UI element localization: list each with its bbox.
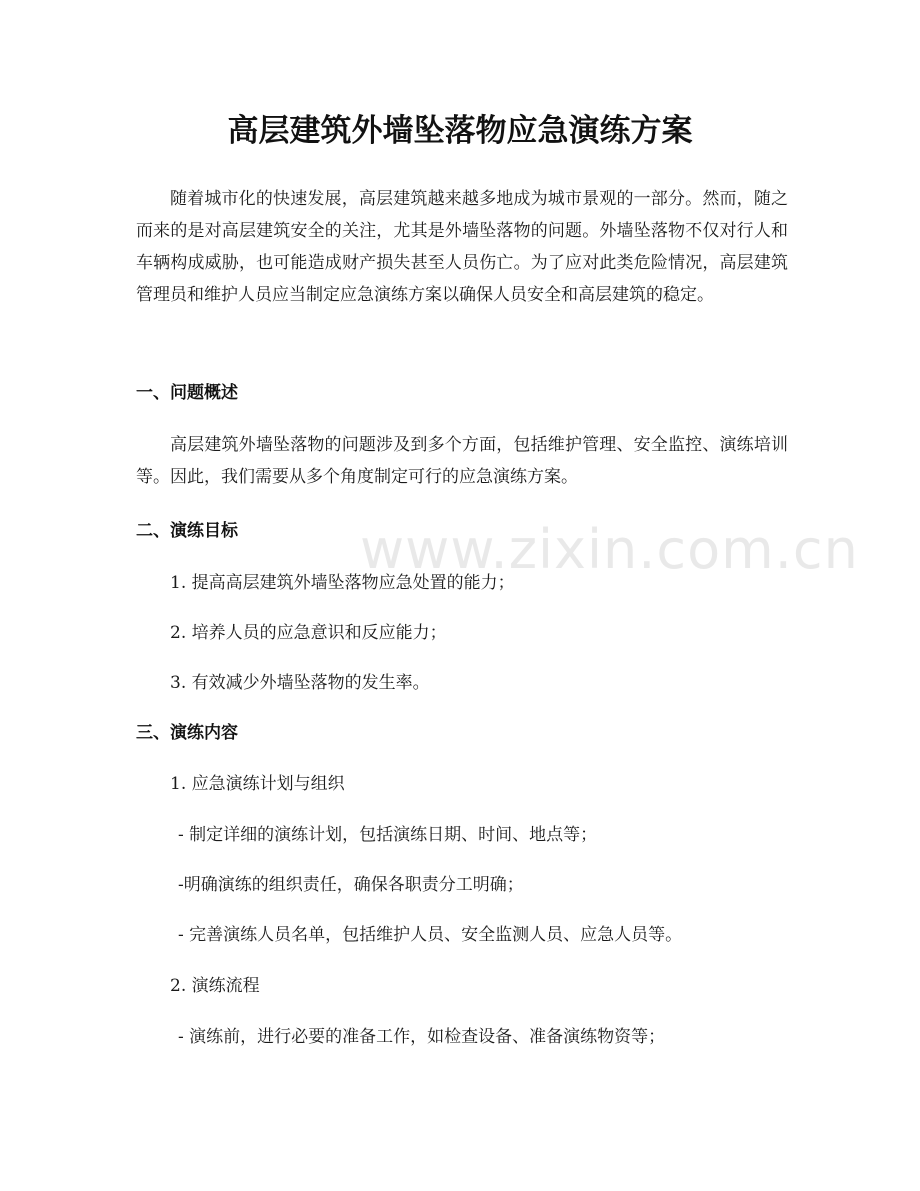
section-heading-goals: 二、演练目标 [136,521,238,541]
content-sub-item: - 完善演练人员名单，包括维护人员、安全监测人员、应急人员等。 [178,925,683,945]
section-heading-content: 三、演练内容 [136,723,238,743]
overview-paragraph: 高层建筑外墙坠落物的问题涉及到多个方面，包括维护管理、安全监控、演练培训等。因此，我们需要从多个角度制定可行的应急演练方案。 [136,435,788,487]
content-sub-item: - 演练前，进行必要的准备工作，如检查设备、准备演练物资等； [178,1027,666,1047]
content-group-label: 1. 应急演练计划与组织 [170,774,345,794]
content-group-label: 2. 演练流程 [170,976,260,996]
goal-item: 3. 有效减少外墙坠落物的发生率。 [170,673,430,693]
section-heading-overview: 一、问题概述 [136,383,238,403]
goal-item: 1. 提高高层建筑外墙坠落物应急处置的能力； [170,573,515,593]
watermark: www.zixin.com.cn [360,518,859,581]
intro-paragraph: 随着城市化的快速发展，高层建筑越来越多地成为城市景观的一部分。然而，随之而来的是对高层建筑安全的关注，尤其是外墙坠落物的问题。外墙坠落物不仅对行人和车辆构成威胁，也可能造成财产损失甚至人员伤亡。为了应对此类危险情况，高层建筑管理员和维护人员应当制定应急演练方案以确保人员安全和高层建筑的稳定。 [136,189,788,305]
document-title: 高层建筑外墙坠落物应急演练方案 [227,113,693,149]
goal-item: 2. 培养人员的应急意识和反应能力； [170,623,447,643]
content-sub-item: - 制定详细的演练计划，包括演练日期、时间、地点等； [178,825,598,845]
content-sub-item: -明确演练的组织责任，确保各职责分工明确； [178,875,524,895]
